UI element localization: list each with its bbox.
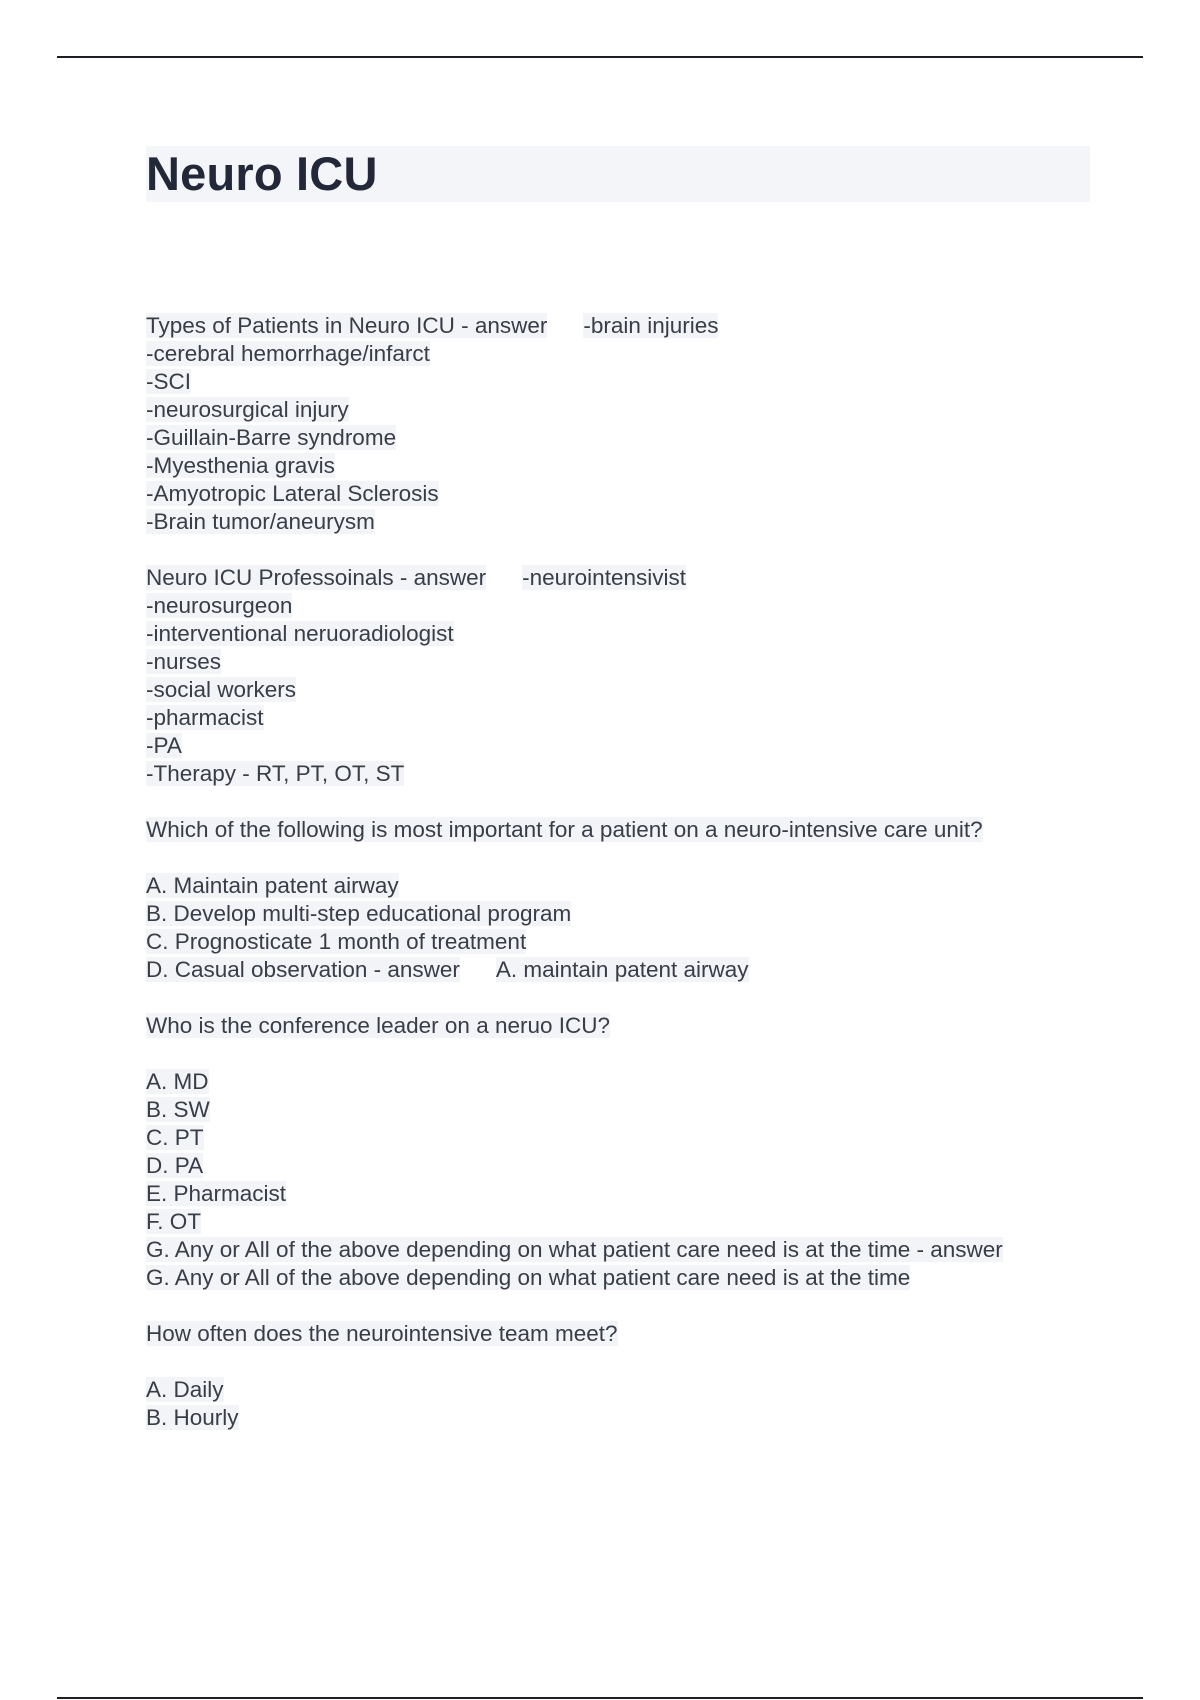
answer-text: G. Any or All of the above depending on what patient care need is at the time [146,1265,911,1290]
option-line: F. OT [146,1209,201,1234]
qa-options-conference-leader [146,1068,1106,1292]
qa-options-team-meet [146,1376,1106,1432]
answer-line: -pharmacist [146,705,264,730]
answer-line: -Guillain-Barre syndrome [146,425,397,450]
question-text: How often does the neurointensive team meet? [146,1321,618,1346]
question-text: Who is the conference leader on a neruo ICU? [146,1013,611,1038]
option-line: D. Casual observation - answer [146,957,460,982]
answer-text: -neurointensivist [522,565,686,590]
bottom-rule [57,1697,1143,1699]
answer-line: -neurosurgeon [146,593,293,618]
answer-line: -Therapy - RT, PT, OT, ST [146,761,405,786]
answer-line: -Myesthenia gravis [146,453,335,478]
option-line: D. PA [146,1153,204,1178]
answer-line: -nurses [146,649,222,674]
option-line: C. PT [146,1125,204,1150]
answer-text: -brain injuries [583,313,719,338]
option-line: A. Maintain patent airway [146,873,399,898]
option-line: C. Prognosticate 1 month of treatment [146,929,527,954]
answer-line: -SCI [146,369,191,394]
page-title: Neuro ICU [146,147,378,200]
answer-line: -neurosurgical injury [146,397,349,422]
answer-line: -PA [146,733,182,758]
qa-block-professionals [146,564,1106,788]
qa-question-conference-leader [146,1012,1106,1040]
question-text: Types of Patients in Neuro ICU - answer [146,313,548,338]
question-text: Which of the following is most important for a patient on a neuro-intensive care unit? [146,817,983,842]
answer-line: -Brain tumor/aneurysm [146,509,375,534]
option-line: B. Hourly [146,1405,239,1430]
qa-question-most-important [146,816,1106,844]
answer-line: -social workers [146,677,297,702]
option-line: B. SW [146,1097,210,1122]
answer-line: -cerebral hemorrhage/infarct [146,341,430,366]
question-text: Neuro ICU Professoinals - answer [146,565,487,590]
answer-text: A. maintain patent airway [495,957,749,982]
option-line: A. MD [146,1069,209,1094]
option-line: B. Develop multi-step educational program [146,901,572,926]
option-line: E. Pharmacist [146,1181,287,1206]
qa-question-team-meet [146,1320,1106,1348]
option-line: G. Any or All of the above depending on what patient care need is at the time - answer [146,1237,1003,1262]
qa-block-patient-types [146,312,1106,536]
document-body [146,312,1106,1460]
answer-line: -Amyotropic Lateral Sclerosis [146,481,439,506]
top-rule [57,56,1143,58]
qa-options-most-important [146,872,1106,984]
option-line: A. Daily [146,1377,224,1402]
answer-line: -interventional neruoradiologist [146,621,454,646]
